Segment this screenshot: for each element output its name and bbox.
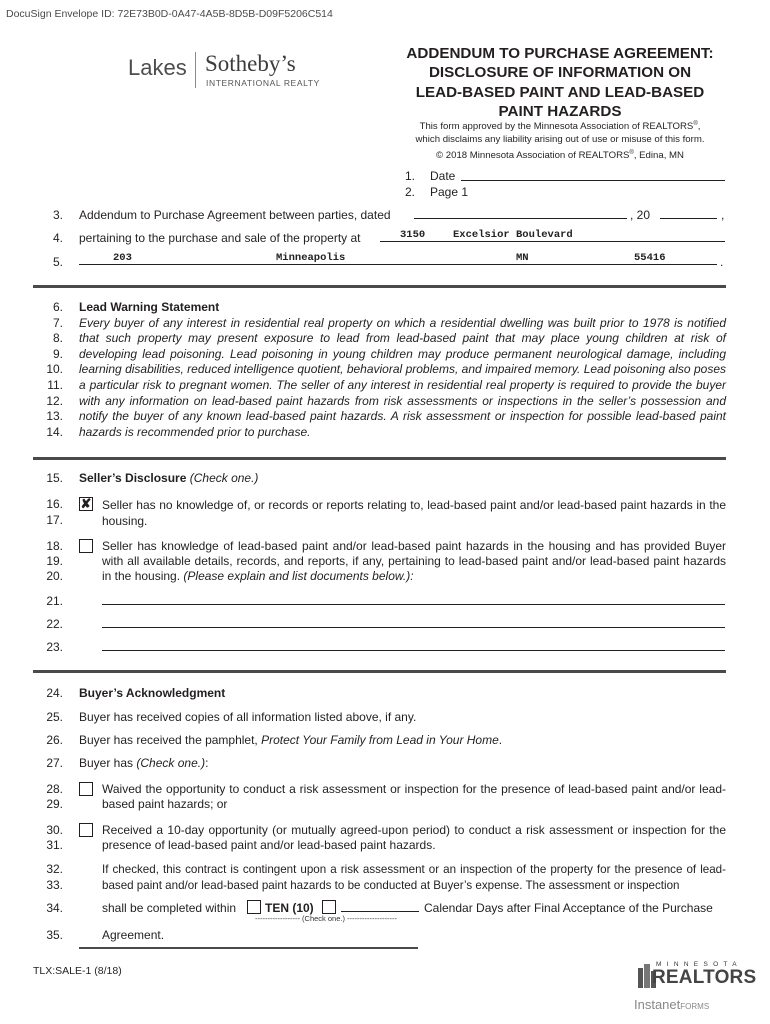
line-number: 23. [46, 640, 63, 654]
period: . [720, 255, 724, 269]
logo-international-realty: INTERNATIONAL REALTY [206, 78, 320, 88]
city: Minneapolis [276, 252, 346, 264]
logo-divider [195, 52, 196, 88]
line-number: 32. [46, 862, 63, 876]
line-number: 34. [46, 901, 63, 915]
seller-no-knowledge-checkbox[interactable]: ✘ [80, 496, 92, 511]
line-number: 2. [405, 185, 416, 199]
buyer-received-pamphlet: Buyer has received the pamphlet, Protect Your Family from Lead in Your Home. [79, 733, 503, 747]
date-label: Date [430, 169, 456, 183]
line-number: 29. [46, 797, 63, 811]
line-number: 24. [46, 686, 63, 700]
approval-notice: This form approved by the Minnesota Association of REALTORS®, which disclaims any liability arising out of use or misuse of this form. © 2018 Minnesota Association of REALTORS®, Edina, MN [415, 121, 705, 161]
line-number: 5. [52, 255, 63, 269]
completion-label: shall be completed within [102, 901, 237, 915]
buyer-acknowledgment-heading: Buyer’s Acknowledgment [79, 686, 226, 700]
page-label: Page 1 [430, 185, 469, 199]
section-divider [33, 457, 726, 460]
buyer-received-opportunity-checkbox[interactable] [79, 823, 93, 837]
line-number: 25. [46, 710, 63, 724]
line-number: 31. [46, 838, 63, 852]
calendar-days-label: Calendar Days after Final Acceptance of the Purchase [424, 901, 713, 915]
warning-line-numbers: 6. 7. 8. 9. 10. 11. 12. 13. 14. [46, 300, 63, 439]
line-number: 17. [46, 513, 63, 527]
seller-has-knowledge-checkbox[interactable] [79, 539, 93, 553]
state: MN [516, 252, 529, 264]
parties-label: Addendum to Purchase Agreement between parties, dated [79, 208, 391, 222]
year-field[interactable] [660, 218, 717, 219]
property-label: pertaining to the purchase and sale of the property at [79, 231, 361, 245]
line-number: 18. [46, 539, 63, 553]
seller-option-has-knowledge: Seller has knowledge of lead-based paint and/or lead-based paint hazards in the housing and has provided Buyer with all available details, records, and reports, if any, pertaining to lead-based paint and/or lead-based paint hazards in the housing. (Please explain and list documents below.): [102, 539, 726, 584]
other-days-field[interactable] [341, 911, 419, 912]
line-number: 16. [46, 497, 63, 511]
form-title: ADDENDUM TO PURCHASE AGREEMENT: DISCLOSURE OF INFORMATION ON LEAD-BASED PAINT AND LEAD-BASED PAINT HAZARDS [406, 45, 714, 120]
buyer-has-check-one: Buyer has (Check one.): [79, 756, 209, 770]
section-divider [33, 670, 726, 673]
buyer-received-copies: Buyer has received copies of all information listed above, if any. [79, 710, 417, 724]
property-address-field[interactable] [380, 241, 725, 242]
buyer-waived-checkbox[interactable] [79, 782, 93, 796]
line-number: 20. [46, 569, 63, 583]
explanation-line-3[interactable] [102, 650, 725, 651]
line-number: 21. [46, 594, 63, 608]
comma: , [721, 208, 725, 222]
line-number: 22. [46, 617, 63, 631]
line-number: 19. [46, 554, 63, 568]
street-name: Excelsior Boulevard [453, 229, 573, 241]
minnesota-label: MINNESOTA [656, 961, 742, 968]
date-field[interactable] [461, 180, 725, 181]
ten-days-checkbox[interactable] [247, 900, 261, 914]
section-divider [33, 285, 726, 288]
unit-number: 203 [113, 252, 132, 264]
ten-days-label: TEN (10) [265, 901, 314, 915]
year-label: , 20 [630, 208, 651, 222]
agreement-label: Agreement. [102, 928, 165, 942]
short-divider [79, 947, 418, 949]
line-number: 28. [46, 782, 63, 796]
line-number: 15. [46, 471, 63, 485]
realtors-logo: REALTORS [652, 967, 757, 988]
line-number: 4. [52, 231, 63, 245]
buyer-option-waived: Waived the opportunity to conduct a risk assessment or inspection for the presence of lead-based paint and/or lead-based paint hazards; or [102, 782, 726, 812]
dated-field[interactable] [414, 218, 627, 219]
street-number: 3150 [400, 229, 426, 241]
line-number: 3. [52, 208, 63, 222]
form-code: TLX:SALE-1 (8/18) [33, 965, 122, 977]
docusign-envelope-id: DocuSign Envelope ID: 72E73B0D-0A47-4A5B-8D5B-D09F5206C514 [6, 8, 333, 20]
seller-option-no-knowledge: Seller has no knowledge of, or records or reports relating to, lead-based paint and/or lead-based paint hazards in the housing. [102, 498, 726, 528]
instanet-forms-logo: InstanetFORMS [634, 997, 710, 1012]
line-number: 30. [46, 823, 63, 837]
explanation-line-1[interactable] [102, 604, 725, 605]
seller-disclosure-heading: Seller’s Disclosure (Check one.) [79, 471, 259, 485]
other-days-checkbox[interactable] [322, 900, 336, 914]
line-number: 26. [46, 733, 63, 747]
contingency-text: If checked, this contract is contingent upon a risk assessment or an inspection of the property for the presence of lead-based paint and/or lead-based paint hazards to be conducted at Buyer’s expense. The assessment or inspection [102, 863, 726, 892]
buyer-option-received-opportunity: Received a 10-day opportunity (or mutually agreed-upon period) to conduct a risk assessment or inspection for the presence of lead-based paint and/or lead-based paint hazards. [102, 823, 726, 853]
line-number: 27. [46, 756, 63, 770]
check-one-note: ------------------ (Check one.) -------------------- [255, 914, 398, 923]
explanation-line-2[interactable] [102, 627, 725, 628]
lead-warning-statement: Lead Warning Statement Every buyer of any interest in residential real property on which a residential dwelling was built prior to 1978 is notified that such property may present exposure to lead from lead-based paint that may place young children at risk of developing lead poisoning. Lead poisoning in young children may produce permanent neurological damage, including learning disabilities, reduced intelligence quotient, behavioral problems, and impaired memory. Lead poisoning also poses a particular risk to pregnant women. The seller of any interest in residential real property is required to provide the buyer with any information on lead-based paint hazards from risk assessments or inspections in the seller’s possession and notify the buyer of any known lead-based paint hazards. A risk assessment or inspection for possible lead-based paint hazards is recommended prior to purchase. [79, 300, 726, 439]
zip: 55416 [634, 252, 666, 264]
logo-sothebys: Sotheby’s [205, 51, 296, 76]
property-address-line2-field[interactable] [79, 264, 717, 265]
logo-lakes: Lakes [128, 55, 187, 80]
line-number: 1. [405, 169, 416, 183]
line-number: 35. [46, 928, 63, 942]
line-number: 33. [46, 878, 63, 892]
